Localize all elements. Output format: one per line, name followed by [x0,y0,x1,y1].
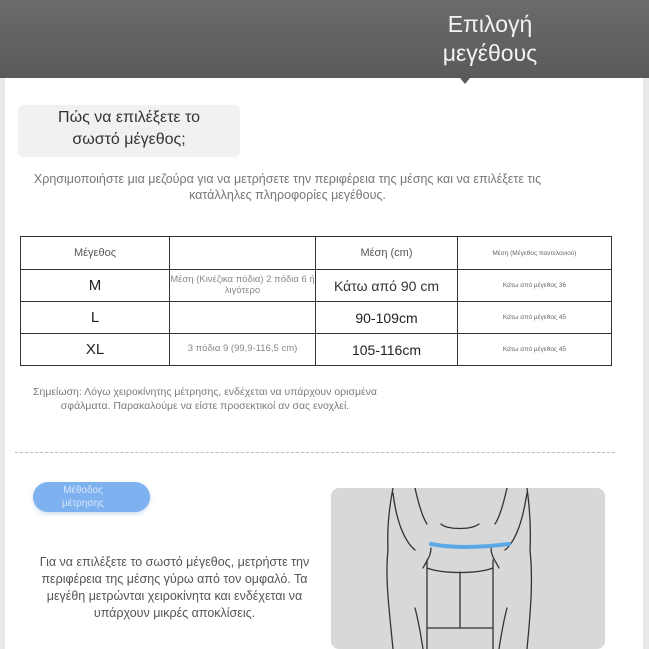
header-waist: Μέση (cm) [316,237,458,270]
pants-cell: Κάτω από μέγεθος 45 [458,302,612,334]
body-measurement-illustration [331,488,605,649]
size-table [20,236,612,366]
hip-cell [170,302,316,334]
header-size: Μέγεθος [21,237,170,270]
left-edge [0,78,5,649]
size-cell: L [21,302,170,334]
header-title: Επιλογή μεγέθους [442,11,538,66]
header-pants: Μέση (Μέγεθος παντελονιού) [458,237,612,270]
size-cell: M [21,270,170,302]
right-edge [643,78,649,649]
table-row [21,302,612,334]
note-text: Σημείωση: Λόγω χειροκίνητης μέτρησης, ενδέχεται να υπάρχουν ορισμένα σφάλματα. Παρακαλούμε να είστε προσεκτικοί αν σας ενοχλεί. [32,386,377,412]
pants-cell: Κάτω από μέγεθος 36 [458,270,612,302]
dashed-divider [15,452,615,453]
hip-cell: Μέση (Κινέζικα πόδια) 2 πόδια 6 ή λιγότερο [170,270,316,302]
hip-cell: 3 πόδια 9 (99,9-116,5 cm) [170,334,316,366]
pants-cell: Κάτω από μέγεθος 45 [458,334,612,366]
instructions-text: Για να επιλέξετε το σωστό μέγεθος, μετρήστε την περιφέρεια της μέσης γύρω από τον ομφαλό. Τα μεγέθη μετρώνται χειροκίνητα και ενδέχεται να υπάρχουν μικρές αποκλίσεις. [39,555,310,620]
header-banner [0,0,649,78]
waist-cell: 90-109cm [316,302,458,334]
tape-measure-icon [431,544,509,547]
size-cell: XL [21,334,170,366]
intro-text: Χρησιμοποιήστε μια μεζούρα για να μετρήσετε την περιφέρεια της μέσης και να επιλέξετε τις κατάλληλες πληροφορίες μεγέθους. [33,172,542,202]
waist-cell: Κάτω από 90 cm [316,270,458,302]
header-hip [170,237,316,270]
table-row [21,270,612,302]
question-title: Πώς να επιλέξετε το σωστό μέγεθος; [58,109,200,148]
method-label: Μέθοδος μέτρησης [62,485,104,509]
table-header-row [21,237,612,270]
waist-cell: 105-116cm [316,334,458,366]
body-outline-icon [331,488,605,649]
header-pointer [460,78,470,84]
table-row [21,334,612,366]
